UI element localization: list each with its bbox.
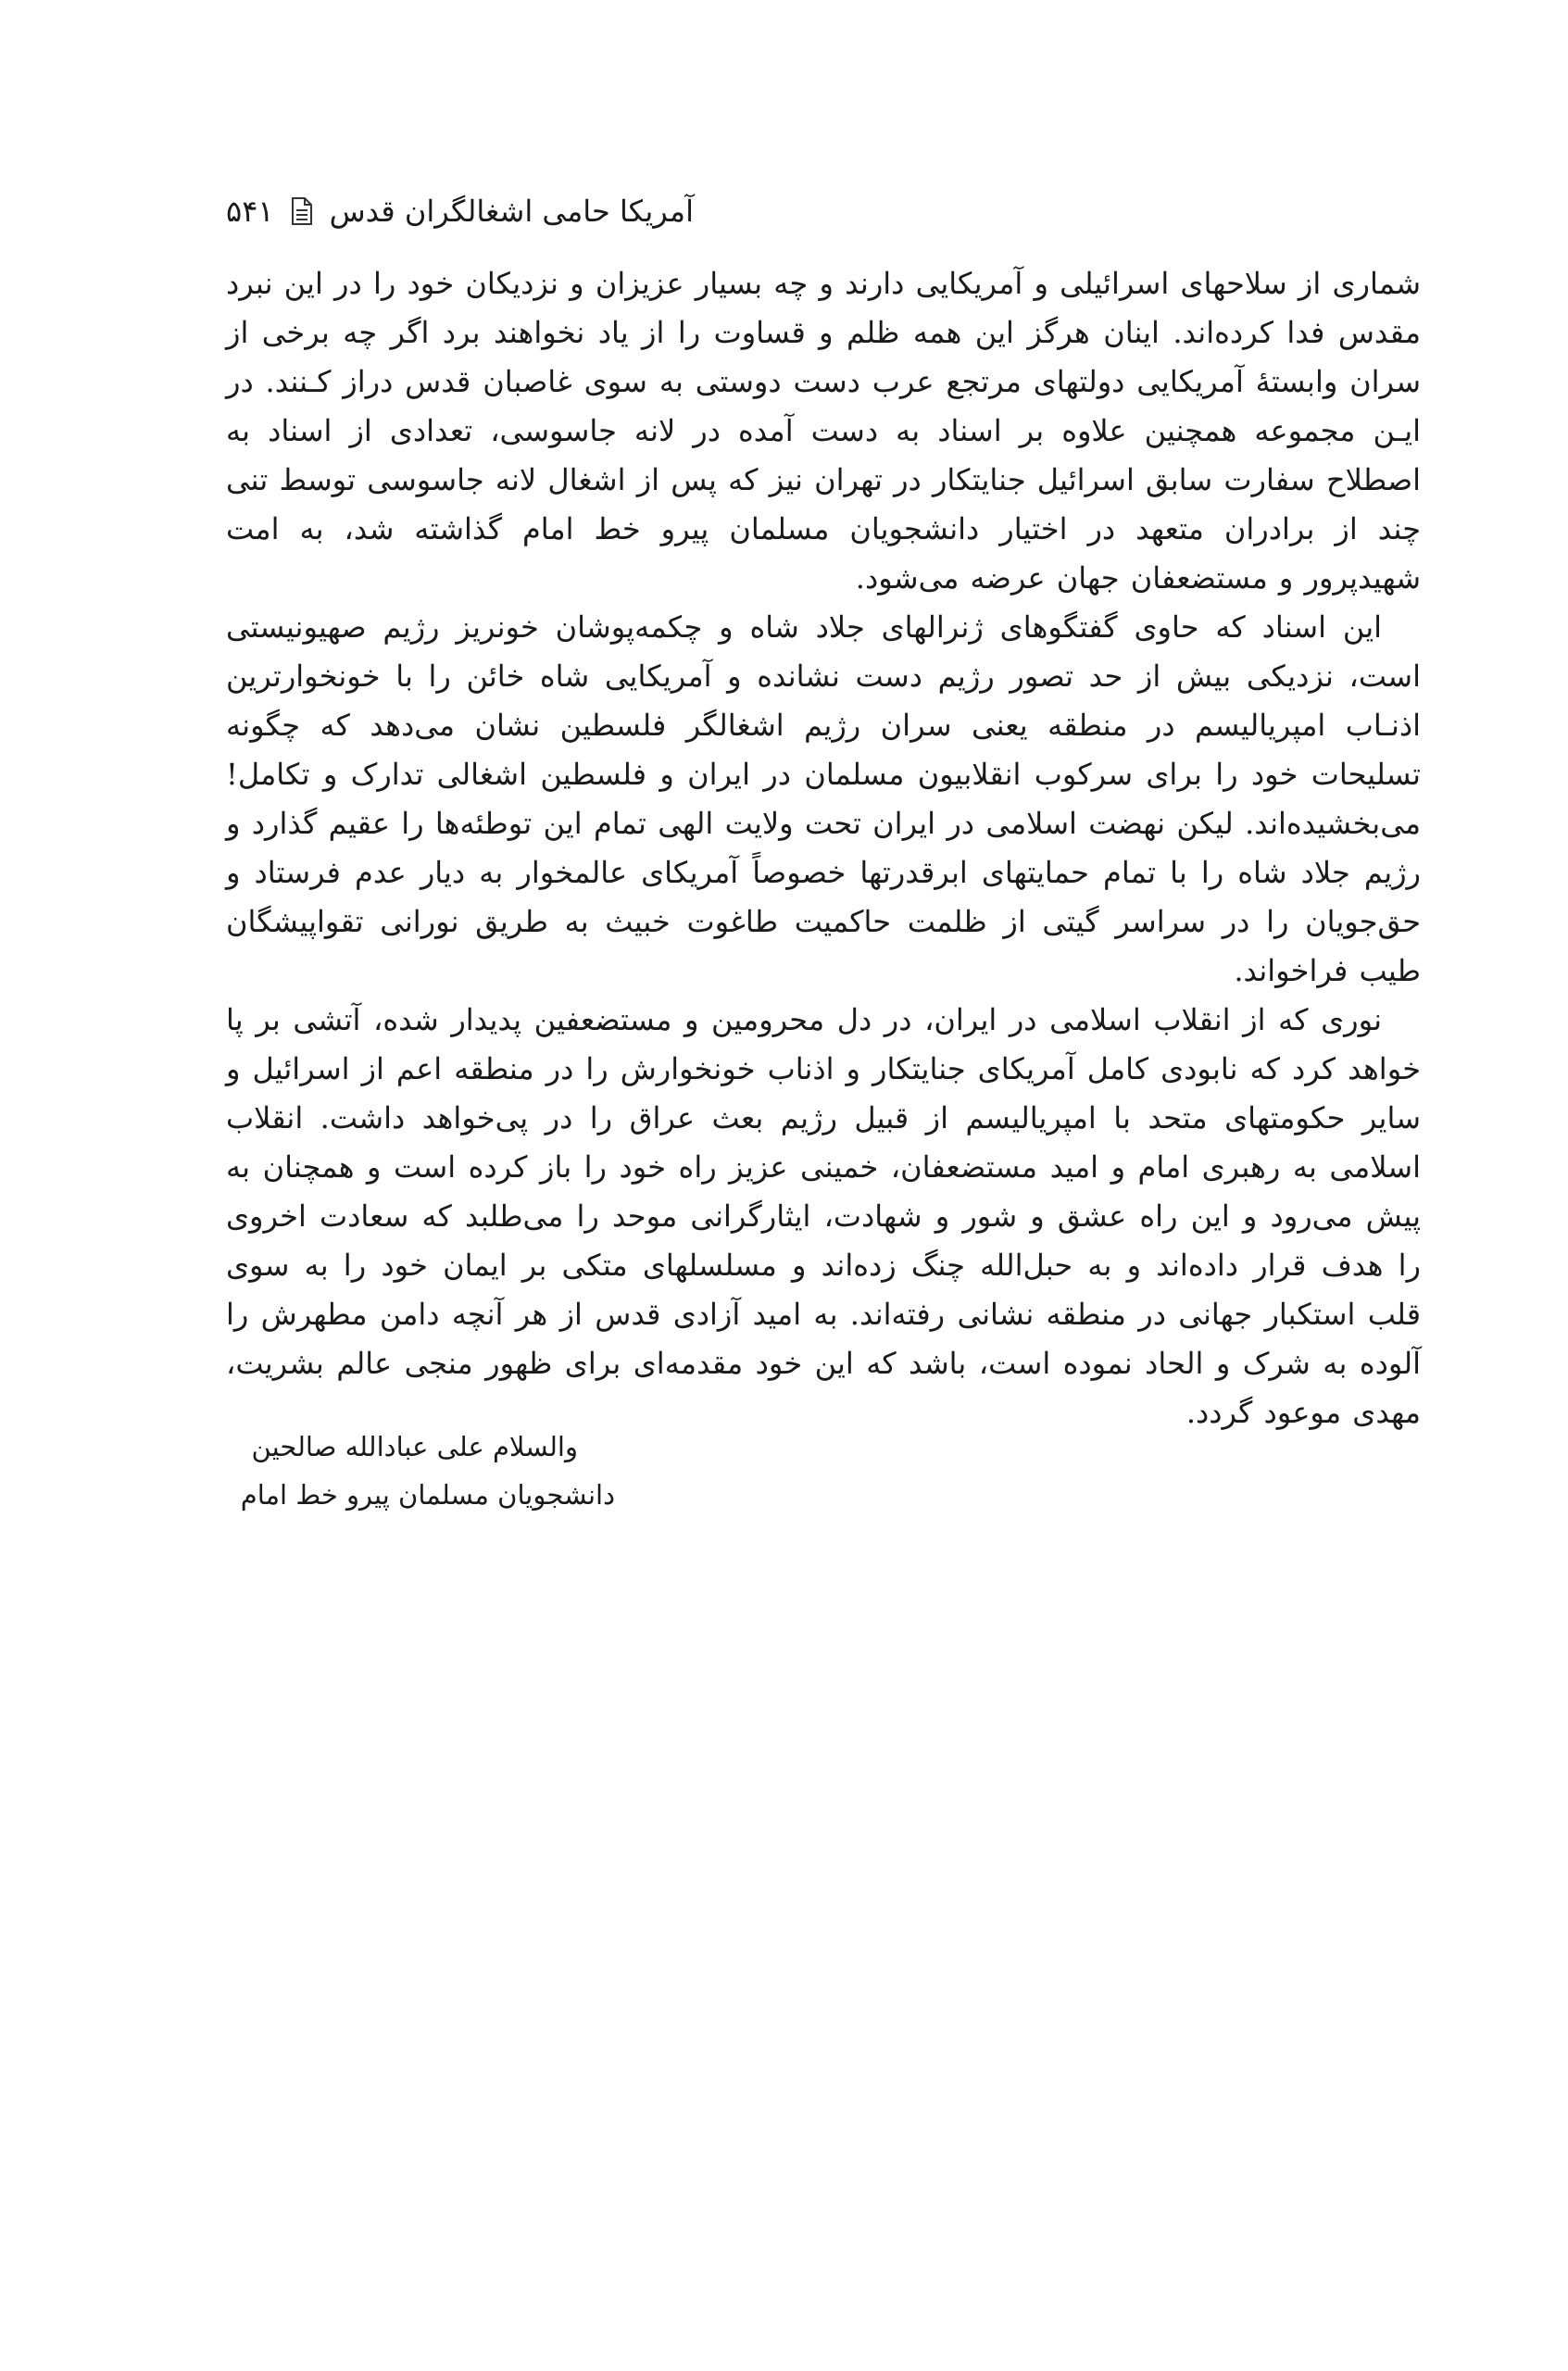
closing-salutation: والسلام علی عبادالله صالحین [251, 1431, 578, 1462]
closing-block [226, 1423, 615, 1519]
paragraph-2: این اسناد که حاوی گفتگوهای ژنرالهای جلاد شاه و چکمه‌پوشان خونریز رژیم صهیونیستی است، نزدیکی بیش از حد تصور رژیم دست نشانده و آمریکایی شاه خائن را با خونخوارترین اذنـاب امپریالیسم در منطقه یعنی سران رژیم اشغالگر فلسطین نشان می‌دهد که چگونه تسلیحات خود را برای سرکوب انقلابیون مسلمان در ایران و فلسطین اشغالی تدارک و تکامل! می‌بخشیده‌اند. لیکن نهضت اسلامی در ایران تحت ولایت الهی تمام این توطئه‌ها را عقیم گذارد و رژیم جلاد شاه را با تمام حمایتهای ابرقدرتها خصوصاً آمریکای عالمخوار به دیار عدم فرستاد و حق‌جویان را در سراسر گیتی از ظلمت حاکمیت طاغوت خبیث به طریق نورانی تقواپیشگان طیب فراخواند. [226, 609, 1422, 988]
paragraph-3: نوری که از انقلاب اسلامی در ایران، در دل محرومین و مستضعفین پدیدار شده، آتشی بر پا خواهد کرد که نابودی کامل آمریکای جنایتکار و اذناب خونخوارش را در منطقه اعم از اسرائیل و سایر حکومتهای متحد با امپریالیسم از قبیل رژیم بعث عراق را در پی‌خواهد داشت. انقلاب اسلامی به رهبری امام و امید مستضعفان، خمینی عزیز راه خود را باز کرده است و همچنان به پیش می‌رود و این راه عشق و شور و شهادت، ایثارگرانی موحد را می‌طلبد که سعادت اخروی را هدف قرار داده‌اند و به حبل‌الله چنگ زده‌اند و مسلسلهای متکی بر ایمان خود را به سوی قلب استکبار جهانی در منطقه نشانی رفته‌اند. به امید آزادی قدس از هر آنچه دامن مطهرش را آلوده به شرک و الحاد نموده است، باشد که این خود مقدمه‌ای برای ظهور منجی عالم بشریت، مهدی موعود گردد. [226, 1002, 1422, 1430]
page-icon [291, 197, 313, 225]
body-text [226, 259, 1421, 1437]
paragraph-1: شماری از سلاحهای اسرائیلی و آمریکایی دارند و چه بسیار عزیزان و نزدیکان خود را در این نبرد مقدس فدا کرده‌اند. اینان هرگز این همه ظلم و قساوت را از یاد نخواهند برد اگر چه برخی از سران وابستهٔ آمریکایی دولتهای مرتجع عرب دست دوستی به سوی غاصبان قدس دراز کـنند. در ایـن مجموعه همچنین علاوه بر اسناد به دست آمده در لانه جاسوسی، تعدادی از اسناد به اصطلاح سفارت سابق اسرائیل جنایتکار در تهران نیز که پس از اشغال لانه جاسوسی توسط تنی چند از برادران متعهد در اختیار دانشجویان مسلمان پیرو خط امام گذاشته شد، به امت شهیدپرور و مستضعفان جهان عرضه می‌شود. [226, 266, 1422, 596]
closing-signature: دانشجویان مسلمان پیرو خط امام [240, 1479, 615, 1511]
page-number: ۵۴۱ [226, 194, 274, 229]
running-title: آمریکا حامی اشغالگران قدس [329, 194, 694, 229]
header-inner [226, 183, 694, 239]
page-header [226, 183, 1560, 239]
